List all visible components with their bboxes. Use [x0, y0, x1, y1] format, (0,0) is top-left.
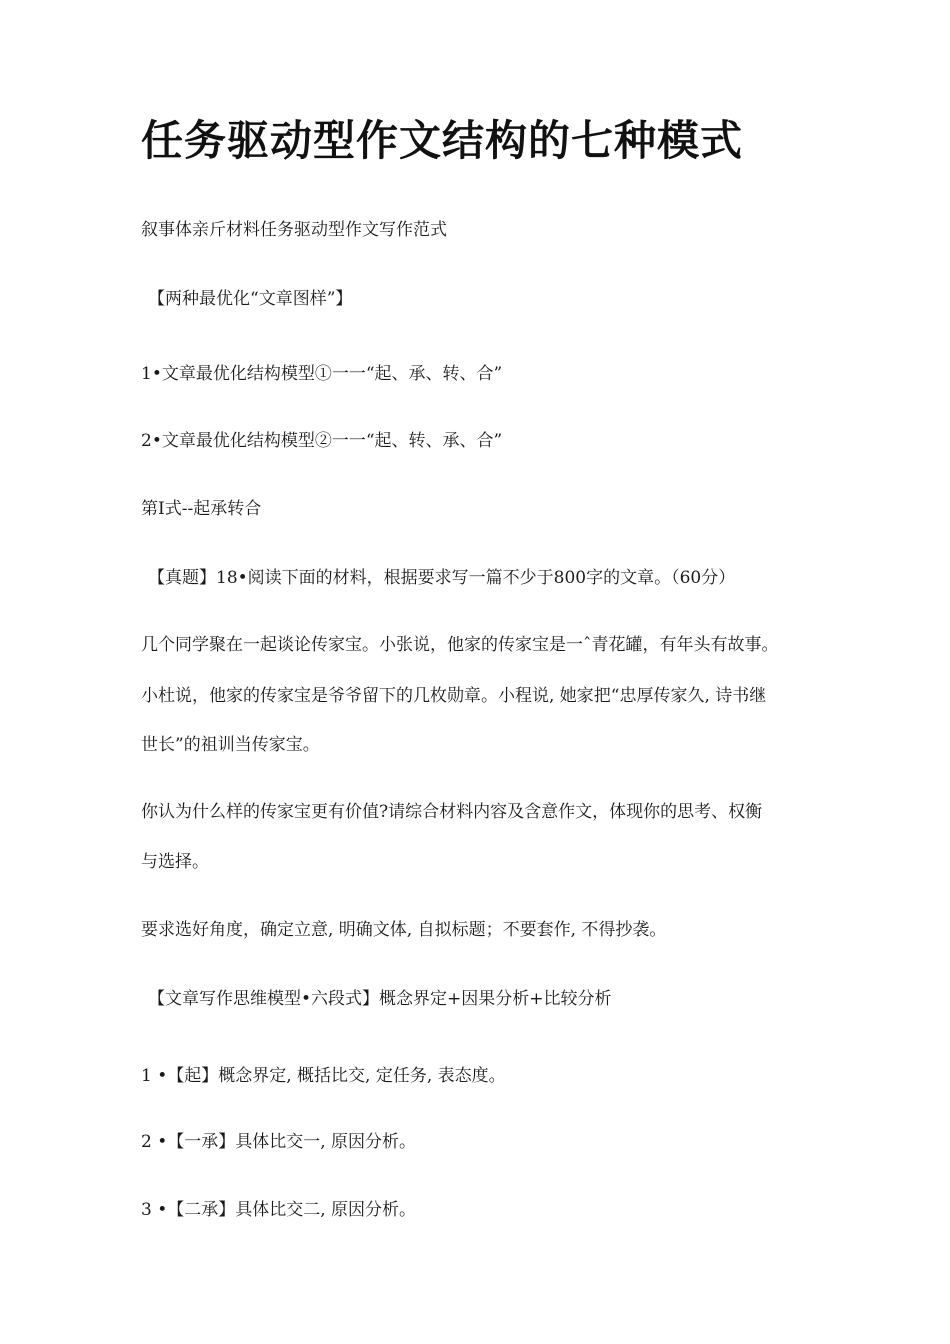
model-1-line: 1•文章最优化结构模型①一一“起、承、转、合”: [141, 364, 503, 384]
section-heading-two-patterns: 【两种最优化“文章图样”】: [148, 289, 353, 309]
step-2-line: 2 •【一承】具体比交一, 原因分析。: [141, 1132, 417, 1152]
document-title: 任务驱动型作文结构的七种模式: [141, 116, 744, 165]
step-3-line: 3 •【二承】具体比交二, 原因分析。: [141, 1200, 417, 1220]
material-paragraph-2-line-2: 与选择。: [141, 852, 209, 872]
step-1-line: 1 •【起】概念界定, 概括比交, 定任务, 表态度。: [141, 1066, 506, 1086]
form-1-heading: 第Ⅰ式--起承转合: [141, 499, 262, 519]
material-paragraph-2-line-1: 你认为什么样的传家宝更有价值?请综合材料内容及含意作文，体现你的思考、权衡: [141, 802, 763, 822]
subtitle-line: 叙事体亲斤材料任务驱动型作文写作范式: [141, 220, 447, 240]
exam-question-line: 【真题】18•阅读下面的材料，根据要求写一篇不少于800字的文章。（60分）: [148, 568, 736, 588]
material-paragraph-1-line-1: 几个同学聚在一起谈论传家宝。小张说，他家的传家宝是一ˆ青花罐，有年头有故事。: [141, 635, 779, 655]
requirements-line: 要求选好角度，确定立意, 明确文体, 自拟标题；不要套作, 不得抄袭。: [141, 920, 667, 940]
model-2-line: 2•文章最优化结构模型②一一“起、转、承、合”: [141, 431, 503, 451]
thinking-model-heading: 【文章写作思维模型•六段式】概念界定+因果分析+比较分析: [148, 989, 612, 1009]
material-paragraph-1-line-2: 小杜说，他家的传家宝是爷爷留下的几枚勋章。小程说, 她家把“忠厚传家久, 诗书继: [141, 686, 767, 706]
material-paragraph-1-line-3: 世长”的祖训当传家宝。: [141, 735, 320, 755]
